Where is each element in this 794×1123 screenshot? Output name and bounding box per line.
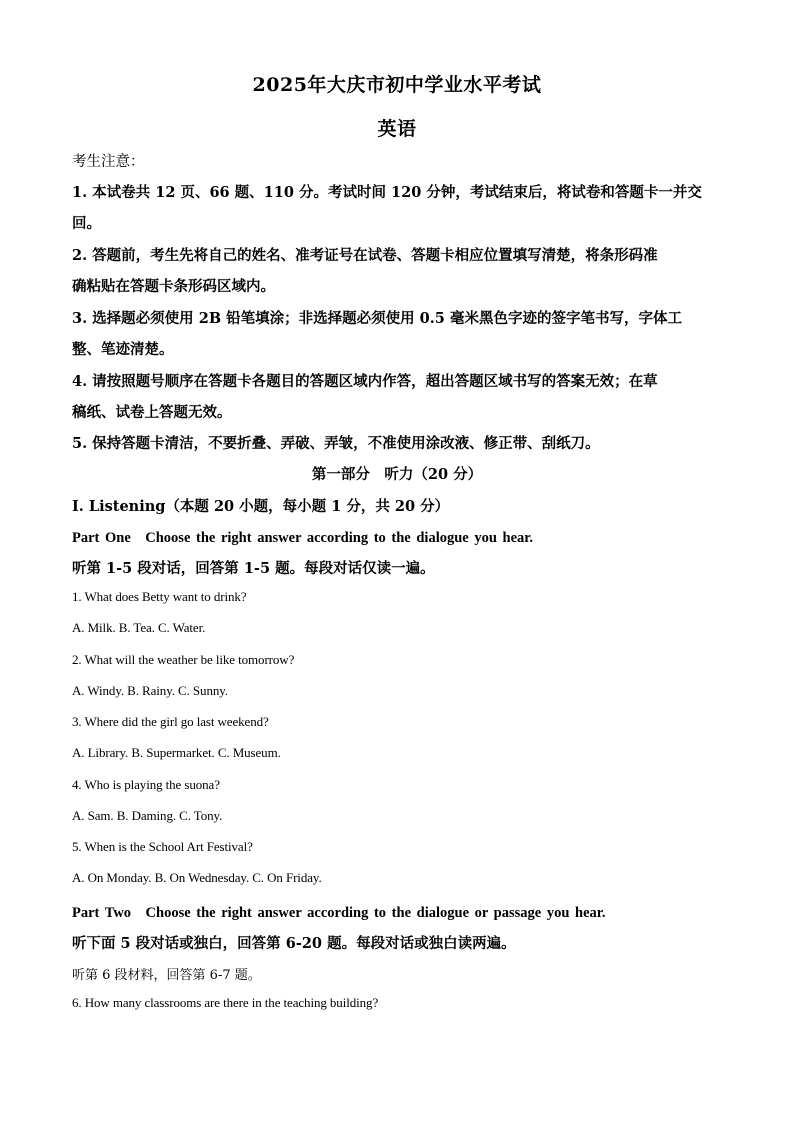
notice-line-4: 确粘贴在答题卡条形码区域内。 (72, 278, 275, 295)
notice-line-9: 5. 保持答题卡清洁，不要折叠、弄破、弄皱，不准使用涂改液、修正带、刮纸刀。 (72, 435, 600, 452)
part-one-section-title: 第一部分 听力（20 分） (311, 466, 483, 483)
question-2: 2. What will the weather be like tomorrow? (72, 652, 295, 667)
notice-line-1: 1. 本试卷共 12 页、66 题、110 分。考试时间 120 分钟，考试结束后，将试卷和答题卡一并交 (72, 184, 702, 201)
exam-title: 2025年大庆市初中学业水平考试 (252, 74, 542, 96)
notice-line-8: 稿纸、试卷上答题无效。 (72, 404, 232, 421)
part-one-instruction-en: Part One Choose the right answer according to the dialogue you hear. (72, 530, 534, 546)
question-3-options: A. Library. B. Supermarket. C. Museum. (72, 745, 281, 760)
question-4-options: A. Sam. B. Daming. C. Tony. (72, 808, 223, 823)
question-4: 4. Who is playing the suona? (72, 777, 220, 792)
listening-heading: Ⅰ. Listening（本题 20 小题，每小题 1 分，共 20 分） (72, 498, 450, 515)
question-1: 1. What does Betty want to drink? (72, 589, 247, 604)
notice-line-5: 3. 选择题必须使用 2B 铅笔填涂；非选择题必须使用 0.5 毫米黑色字迹的签字笔书写，字体工 (72, 310, 682, 327)
question-1-options: A. Milk. B. Tea. C. Water. (72, 620, 206, 635)
notice-line-3: 2. 答题前，考生先将自己的姓名、准考证号在试卷、答题卡相应位置填写清楚，将条形码准 (72, 247, 658, 264)
subject-title: 英语 (377, 118, 417, 140)
notice-line-2: 回。 (72, 215, 101, 232)
question-2-options: A. Windy. B. Rainy. C. Sunny. (72, 683, 228, 698)
notice-heading: 考生注意： (72, 154, 145, 170)
question-5-options: A. On Monday. B. On Wednesday. C. On Friday. (72, 870, 322, 885)
part-two-instruction-en: Part Two Choose the right answer according to the dialogue or passage you hear. (72, 905, 606, 921)
notice-line-7: 4. 请按照题号顺序在答题卡各题目的答题区域内作答，超出答题区域书写的答案无效；在草 (72, 373, 658, 390)
question-5: 5. When is the School Art Festival? (72, 839, 253, 854)
question-3: 3. Where did the girl go last weekend? (72, 714, 269, 729)
question-6: 6. How many classrooms are there in the teaching building? (72, 995, 379, 1010)
notice-line-6: 整、笔迹清楚。 (72, 341, 174, 358)
part-one-instruction-cn: 听第 1-5 段对话，回答第 1-5 题。每段对话仅读一遍。 (72, 560, 435, 577)
material-note: 听第 6 段材料，回答第 6-7 题。 (72, 968, 261, 983)
part-two-instruction-cn: 听下面 5 段对话或独白，回答第 6-20 题。每段对话或独白读两遍。 (72, 935, 516, 952)
